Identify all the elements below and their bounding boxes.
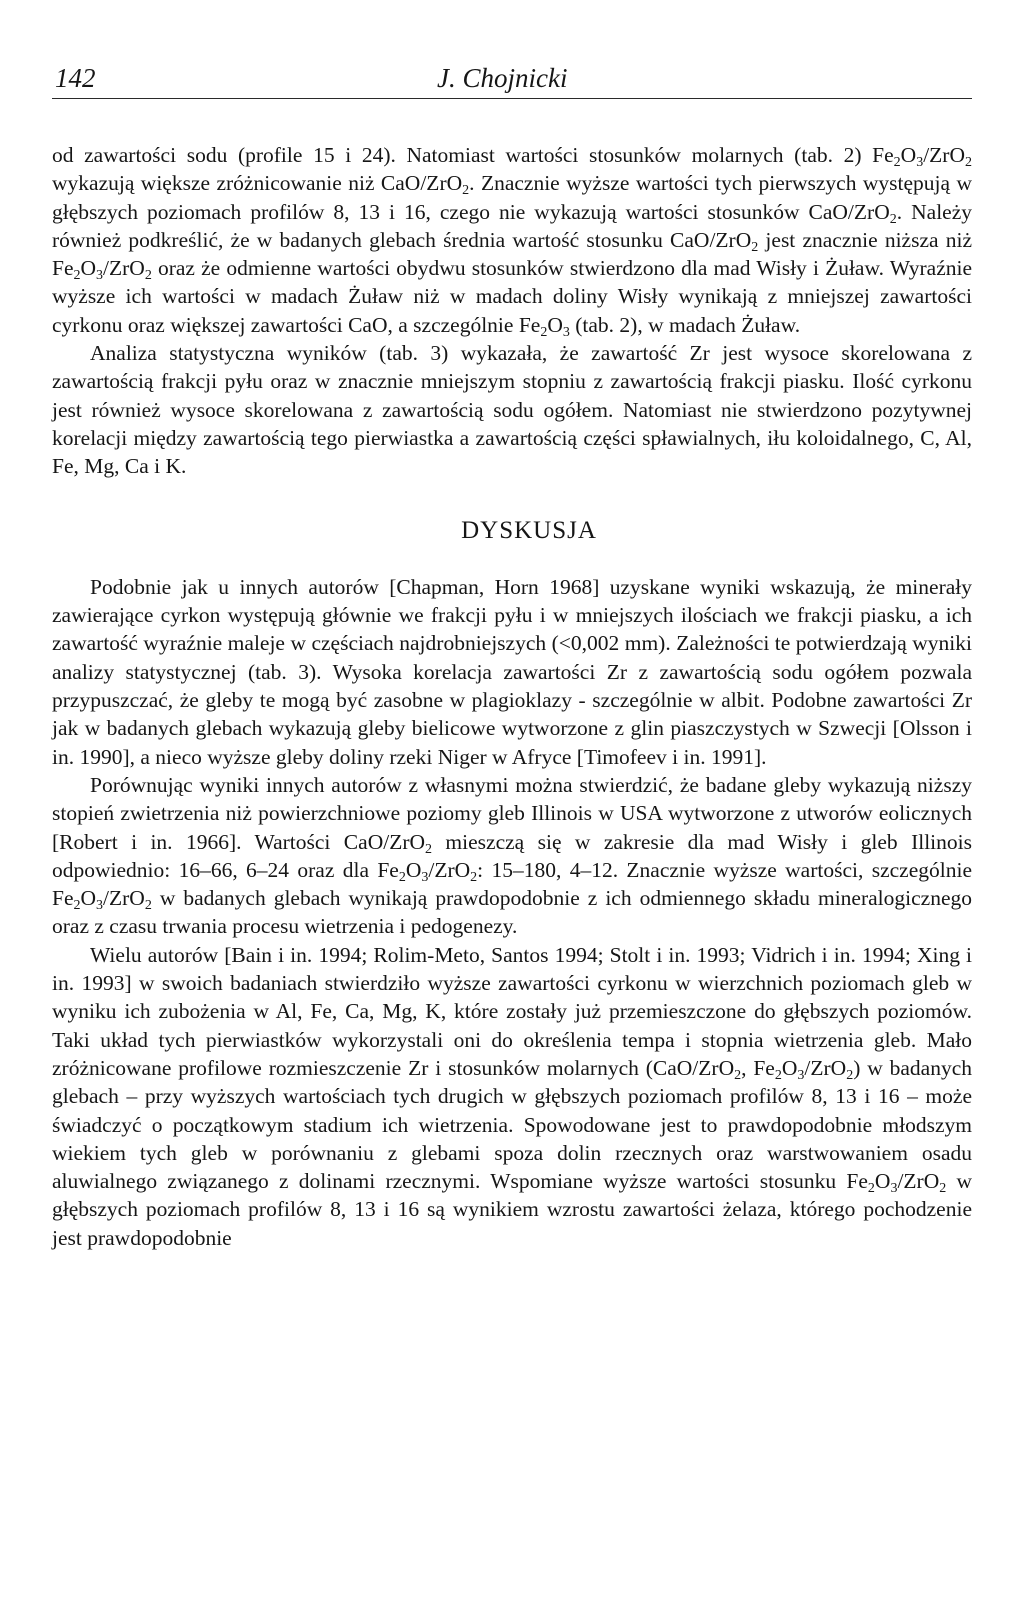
running-header [52, 58, 972, 99]
page-number: 142 [55, 63, 96, 93]
paragraph: Porównując wyniki innych autorów z własnymi można stwierdzić, że badane gleby wykazują niższy stopień zwietrzenia niż powierzchniowe poziomy gleb Illinois w USA wytworzone z utworów eolicznych [Robert i in. 1966]. Wartości CaO/ZrO$_2$ mieszczą się w zakresie dla mad Wisły i gleb Illinois odpowiednio: 16–66, 6–24 oraz dla $Fe_2O_3/ZrO_2$: 15–180, 4–12. Znacznie wyższe wartości, szczególnie $Fe_2O_3/ZrO_2$ w badanych glebach wynikają prawdopodobnie z ich odmiennego składu mineralogicznego oraz z czasu trwania procesu wietrzenia i pedogenezy. [52, 772, 972, 939]
paragraph: Wielu autorów [Bain i in. 1994; Rolim-Meto, Santos 1994; Stolt i in. 1993; Vidrich i in. 1994; Xing i in. 1993] w swoich badaniach stwierdziło wyższe zawartości cyrkonu w wierzchnich poziomach gleb w wyniku ich zubożenia w Al, Fe, Ca, Mg, K, które zostały już przemieszczone do głębszych poziomów. Taki układ tych pierwiastków wykorzystali oni do określenia tempa i stopnia wietrzenia gleb. Mało zróżnicowane profilowe rozmieszczenie Zr i stosunków molarnych (CaO/ZrO$_2$, $Fe_2O_3/ZrO_2$) w badanych glebach – przy wyższych wartościach tych drugich w głębszych poziomach profilów 8, 13 i 16 – może świadczyć o początkowym stadium ich wietrzenia. Spowodowane jest to prawdopodobnie młodszym wiekiem tych gleb w porównaniu z glebami spoza dolin rzecznych oraz warstwowaniem osadu aluwialnego związanego z dolinami rzecznymi. Wspomiane wyższe wartości stosunku $Fe_2O_3/ZrO_2$ w głębszych poziomach profilów 8, 13 i 16 są wynikiem wzrostu zawartości żelaza, którego pochodzenie jest prawdopodobnie [52, 942, 972, 1250]
running-author: J. Chojnicki [437, 63, 568, 93]
body-text [52, 141, 972, 1252]
discussion-section [52, 573, 972, 1252]
paragraph: Analiza statystyczna wyników (tab. 3) wykazała, że zawartość Zr jest wysoce skorelowana z zawartością frakcji pyłu oraz w znacznie mniejszym stopniu z zawartością frakcji piasku. Ilość cyrkonu jest również wysoce skorelowana z zawartością sodu ogółem. Natomiast nie stwierdzono pozytywnej korelacji między zawartością tego pierwiastka a zawartością części spławialnych, iłu koloidalnego, C, Al, Fe, Mg, Ca i K. [52, 341, 972, 479]
paragraph: od zawartości sodu (profile 15 i 24). Natomiast wartości stosunków molarnych (tab. 2) $Fe_2O_3/ZrO_2$ wykazują większe zróżnicowanie niż CaO/ZrO$_2$. Znacznie wyższe wartości tych pierwszych występują w głębszych poziomach profilów 8, 13 i 16, czego nie wykazują wartości stosunków CaO/ZrO$_2$. Należy również podkreślić, że w badanych glebach średnia wartość stosunku CaO/ZrO$_2$ jest znacznie niższa niż $Fe_2O_3/ZrO_2$ oraz że odmienne wartości obydwu stosunków stwierdzono dla mad Wisły i Żuław. Wyraźnie wyższe ich wartości w madach Żuław niż w madach doliny Wisły wynikają z mniejszej zawartości cyrkonu oraz większej zawartości CaO, a szczególnie $Fe_2O_3$ (tab. 2), w madach Żuław. [52, 143, 972, 340]
page [52, 58, 972, 1252]
section-heading: DYSKUSJA [461, 516, 597, 544]
results-section [52, 141, 972, 481]
paragraph: Podobnie jak u innych autorów [Chapman, Horn 1968] uzyskane wyniki wskazują, że minerały zawierające cyrkon występują głównie we frakcji pyłu i w mniejszych ilościach we frakcji piasku, a ich zawartość wyraźnie maleje w częściach najdrobniejszych (<0,002 mm). Zależności te potwierdzają wyniki analizy statystycznej (tab. 3). Wysoka korelacja zawartości Zr z zawartością sodu ogółem pozwala przypuszczać, że gleby te mogą być zasobne w plagioklazy - szczególnie w albit. Podobne zawartości Zr jak w badanych glebach wykazują gleby bielicowe wytworzone z glin piaszczystych w Szwecji [Olsson i in. 1990], a nieco wyższe gleby doliny rzeki Niger w Afryce [Timofeev i in. 1991]. [52, 574, 972, 769]
